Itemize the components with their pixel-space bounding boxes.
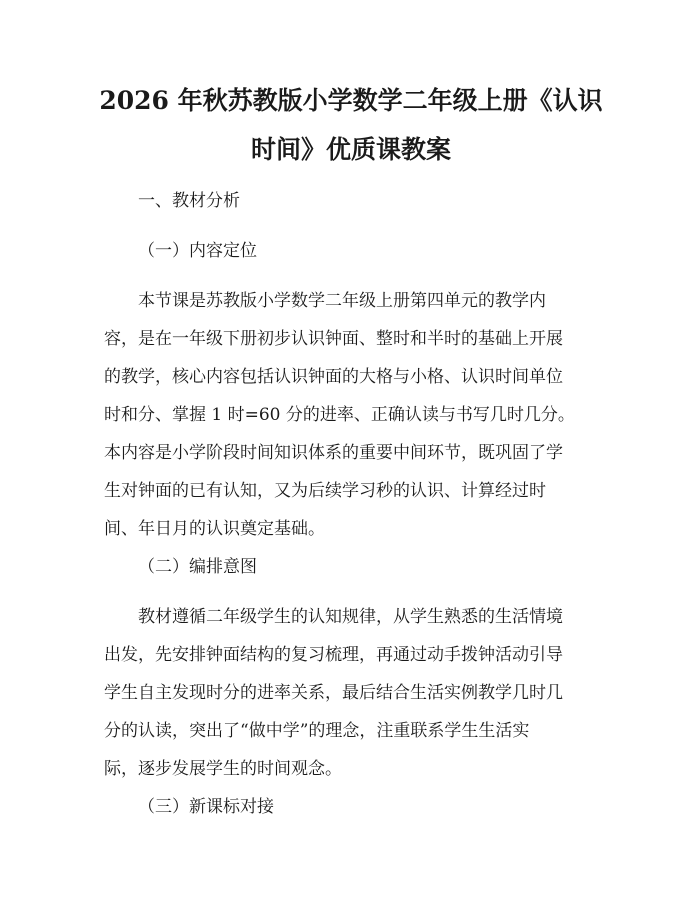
document-title-line-1: 2026 年秋苏教版小学数学二年级上册《认识 <box>99 86 603 115</box>
paragraph-line: 本节课是苏教版小学数学二年级上册第四单元的教学内 <box>138 291 546 311</box>
paragraph-line: 时和分、掌握 1 时=60 分的进率、正确认读与书写几时几分。 <box>104 405 575 425</box>
subheading-content-positioning: （一）内容定位 <box>138 241 257 261</box>
paragraph-line: 教材遵循二年级学生的认知规律，从学生熟悉的生活情境 <box>138 607 563 627</box>
paragraph-line: 的教学，核心内容包括认识钟面的大格与小格、认识时间单位 <box>104 367 563 387</box>
document-title-line-2: 时间》优质课教案 <box>250 135 451 164</box>
paragraph-line: 学生自主发现时分的进率关系，最后结合生活实例教学几时几 <box>104 683 563 703</box>
section-heading-textbook-analysis: 一、教材分析 <box>138 191 240 211</box>
paragraph-line: 本内容是小学阶段时间知识体系的重要中间环节，既巩固了学 <box>104 443 563 463</box>
paragraph-line: 际，逐步发展学生的时间观念。 <box>104 759 342 779</box>
subheading-arrangement-intent: （二）编排意图 <box>138 557 257 577</box>
paragraph-line: 生对钟面的已有认知，又为后续学习秒的认识、计算经过时 <box>104 481 546 501</box>
paragraph-line: 容，是在一年级下册初步认识钟面、整时和半时的基础上开展 <box>104 329 563 349</box>
subheading-curriculum-standard-alignment: （三）新课标对接 <box>138 797 274 817</box>
paragraph-line: 出发，先安排钟面结构的复习梳理，再通过动手拨钟活动引导 <box>104 645 563 665</box>
paragraph-line: 分的认读，突出了“做中学”的理念，注重联系学生生活实 <box>104 721 530 741</box>
paragraph-line: 间、年日月的认识奠定基础。 <box>104 519 325 539</box>
